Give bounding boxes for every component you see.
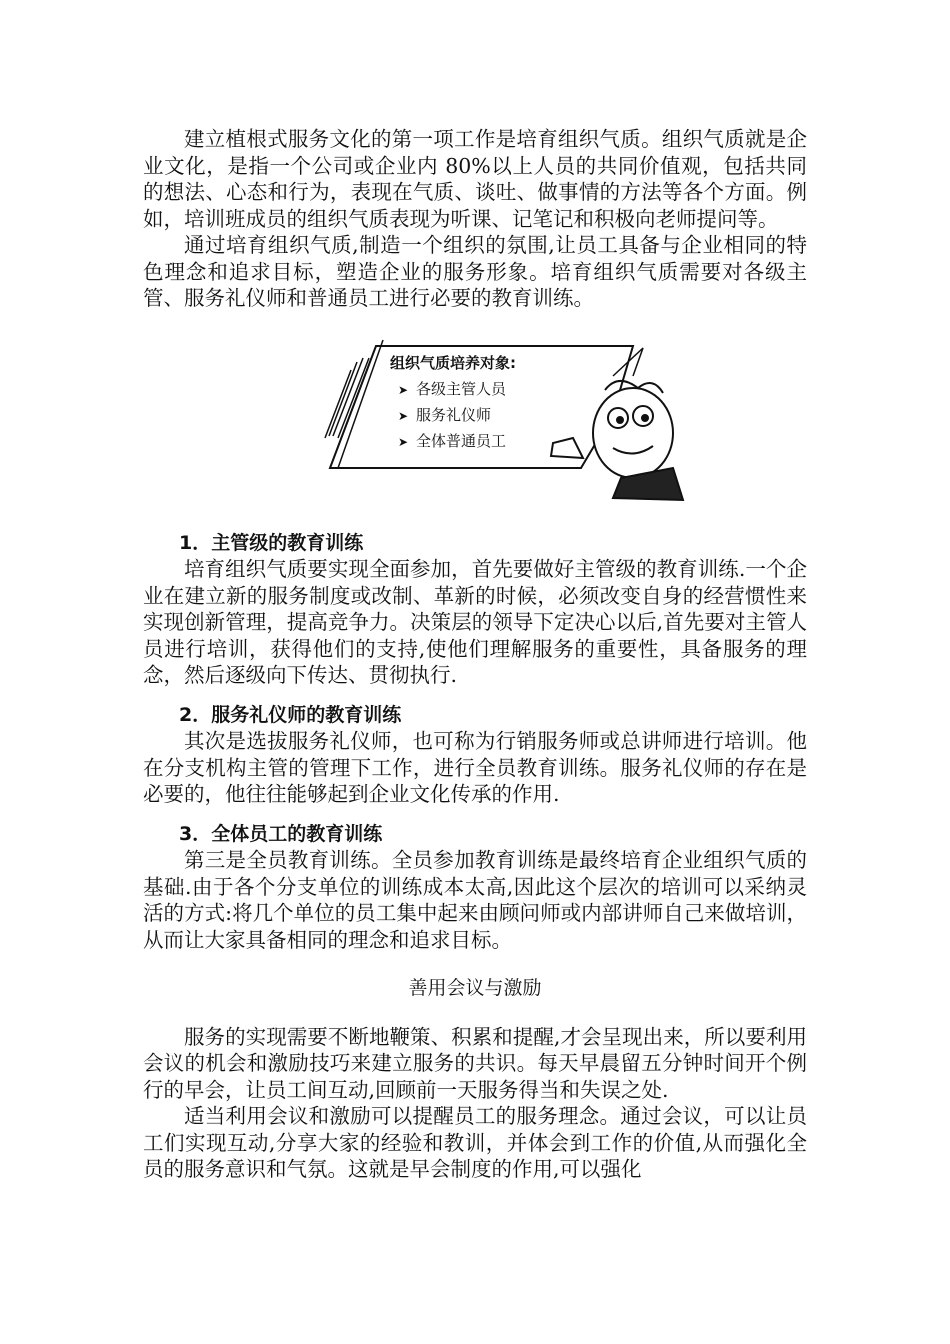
figure-item: ➤ 各级主管人员 bbox=[398, 379, 507, 398]
paragraph-meetings: 服务的实现需要不断地鞭策、积累和提醒,才会呈现出来，所以要利用会议的机会和激励技巧来建立服务的共识。每天早晨留五分钟时间开个例行的早会，让员工间互动,回顾前一天服务得当和失误之处. bbox=[143, 1024, 807, 1102]
section-heading: 3．全体员工的教育训练 bbox=[179, 822, 383, 845]
figure-item: ➤ 全体普通员工 bbox=[398, 431, 507, 450]
section-title: 善用会议与激励 bbox=[408, 977, 542, 999]
arrow-right-icon: ➤ bbox=[398, 434, 409, 449]
figure-title: 组织气质培养对象: bbox=[390, 353, 516, 372]
illustration-training-targets bbox=[143, 318, 807, 508]
paragraph-intro: 建立植根式服务文化的第一项工作是培育组织气质。组织气质就是企业文化，是指一个公司或企业内 80%以上人员的共同价值观，包括共同的想法、心态和行为，表现在气质、谈吐、做事情的方法等各个方面。例如，培训班成员的组织气质表现为听课、记笔记和积极向老师提问等。 bbox=[143, 127, 807, 231]
cartoon-character bbox=[551, 380, 683, 499]
arrow-right-icon: ➤ bbox=[398, 382, 409, 397]
section-body: 第三是全员教育训练。全员参加教育训练是最终培育企业组织气质的基础.由于各个分支单位的训练成本太高,因此这个层次的培训可以采纳灵活的方式:将几个单位的员工集中起来由顾问师或内部讲师自己来做培训，从而让大家具备相同的理念和追求目标。 bbox=[143, 848, 807, 952]
section-body: 其次是选拔服务礼仪师，也可称为行销服务师或总讲师进行培训。他在分支机构主管的管理下工作，进行全员教育训练。服务礼仪师的存在是必要的，他往往能够起到企业文化传承的作用. bbox=[143, 729, 807, 806]
paragraph-atmosphere: 通过培育组织气质,制造一个组织的氛围,让员工具备与企业相同的特色理念和追求目标，塑造企业的服务形象。培育组织气质需要对各级主管、服务礼仪师和普通员工进行必要的教育训练。 bbox=[143, 233, 807, 310]
figure-item: ➤ 服务礼仪师 bbox=[398, 405, 492, 424]
document-page bbox=[143, 126, 807, 1183]
paragraph-incentives: 适当利用会议和激励可以提醒员工的服务理念。通过会议，可以让员工们实现互动,分享大家的经验和教训，并体会到工作的价值,从而强化全员的服务意识和气氛。这就是早会制度的作用,可以强化 bbox=[143, 1104, 807, 1181]
section-heading: 1．主管级的教育训练 bbox=[179, 531, 364, 554]
section-heading: 2．服务礼仪师的教育训练 bbox=[179, 703, 402, 726]
section-body: 培育组织气质要实现全面参加，首先要做好主管级的教育训练.一个企业在建立新的服务制度或改制、革新的时候，必须改变自身的经营惯性来实现创新管理，提高竞争力。决策层的领导下定决心以后,首先要对主管人员进行培训，获得他们的支持,使他们理解服务的重要性，具备服务的理念，然后逐级向下传达、贯彻执行. bbox=[143, 557, 807, 687]
arrow-right-icon: ➤ bbox=[398, 408, 409, 423]
